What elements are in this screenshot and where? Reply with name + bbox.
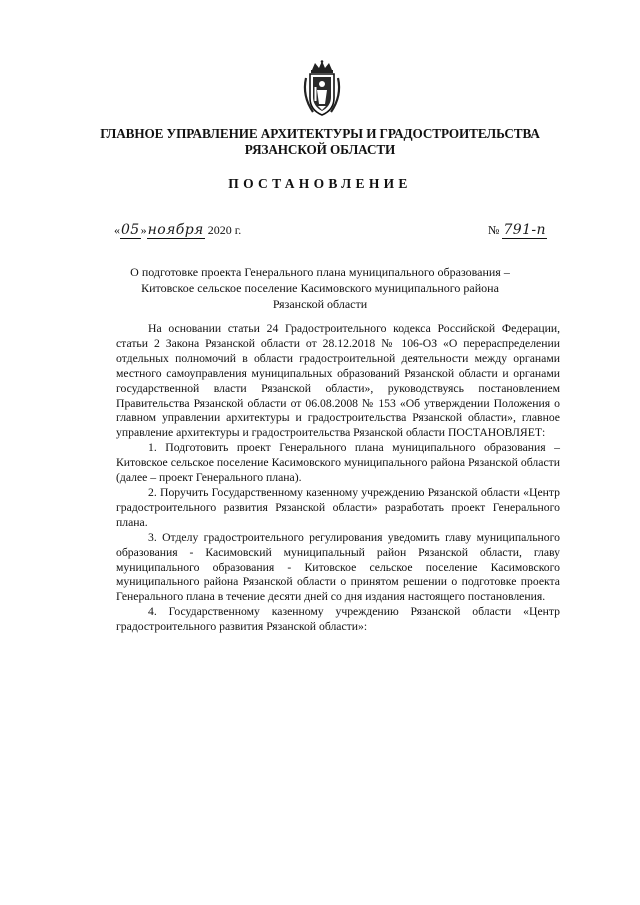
- subject-line: О подготовке проекта Генерального плана муниципального образования –: [130, 265, 510, 279]
- document-subject: [100, 264, 540, 312]
- number-value: 791-п: [503, 222, 546, 238]
- subject-line: Рязанской области: [272, 297, 368, 311]
- document-number: [488, 222, 547, 238]
- document-date: [114, 222, 241, 238]
- document-body: [116, 322, 560, 635]
- number-prefix: №: [488, 223, 500, 237]
- subject-line: Китовское сельское поселение Касимовского муниципального района: [141, 281, 499, 295]
- org-title-line2: РЯЗАНСКОЙ ОБЛАСТИ: [244, 142, 396, 157]
- document-type: ПОСТАНОВЛЕНИЕ: [228, 176, 412, 191]
- body-item-2: 2. Поручить Государственному казенному учреждению Рязанской области «Центр градостроительного развития Рязанской области» разработать проект Генерального плана.: [116, 485, 560, 529]
- org-title-line1: ГЛАВНОЕ УПРАВЛЕНИЕ АРХИТЕКТУРЫ И ГРАДОСТРОИТЕЛЬСТВА: [100, 126, 540, 141]
- body-item-4: 4. Государственному казенному учреждению Рязанской области «Центр градостроительного развития Рязанской области»:: [116, 605, 560, 634]
- body-item-1: 1. Подготовить проект Генерального плана муниципального образования – Китовское сельское поселение Касимовского муниципального района Рязанской области (далее – проект Генерального плана).: [116, 441, 560, 485]
- body-item-3: 3. Отделу градостроительного регулирования уведомить главу муниципального образования - Касимовский муниципальный район Рязанской области, главу муниципального образования - Китовское сельское поселение Касимовского муниципального района Рязанской области о принятом решении о подготовке проекта Генерального плана в течение десяти дней со дня издания настоящего постановления.: [116, 530, 560, 604]
- preamble-paragraph: На основании статьи 24 Градостроительного кодекса Российской Федерации, статьи 2 Закона Рязанской области от 28.12.2018 № 106-ОЗ «О перераспределении отдельных полномочий в области градостроительной деятельности между органами местного самоуправления муниципальных образований Рязанской области и органами государственной власти Рязанской области», руководствуясь постановлением Правительства Рязанской области от 06.08.2008 № 153 «Об утверждении Положения о главном управлении архитектуры и градостроительства Рязанской области», главное управление архитектуры и градостроительства Рязанской области ПОСТАНОВЛЯЕТ:: [116, 322, 560, 440]
- date-open-quote: «: [114, 223, 120, 237]
- date-day: 05: [121, 222, 140, 238]
- date-month: ноября: [147, 222, 204, 238]
- coat-of-arms-icon: [300, 60, 344, 118]
- date-year: 2020 г.: [207, 223, 242, 237]
- date-close-quote: »: [140, 223, 147, 237]
